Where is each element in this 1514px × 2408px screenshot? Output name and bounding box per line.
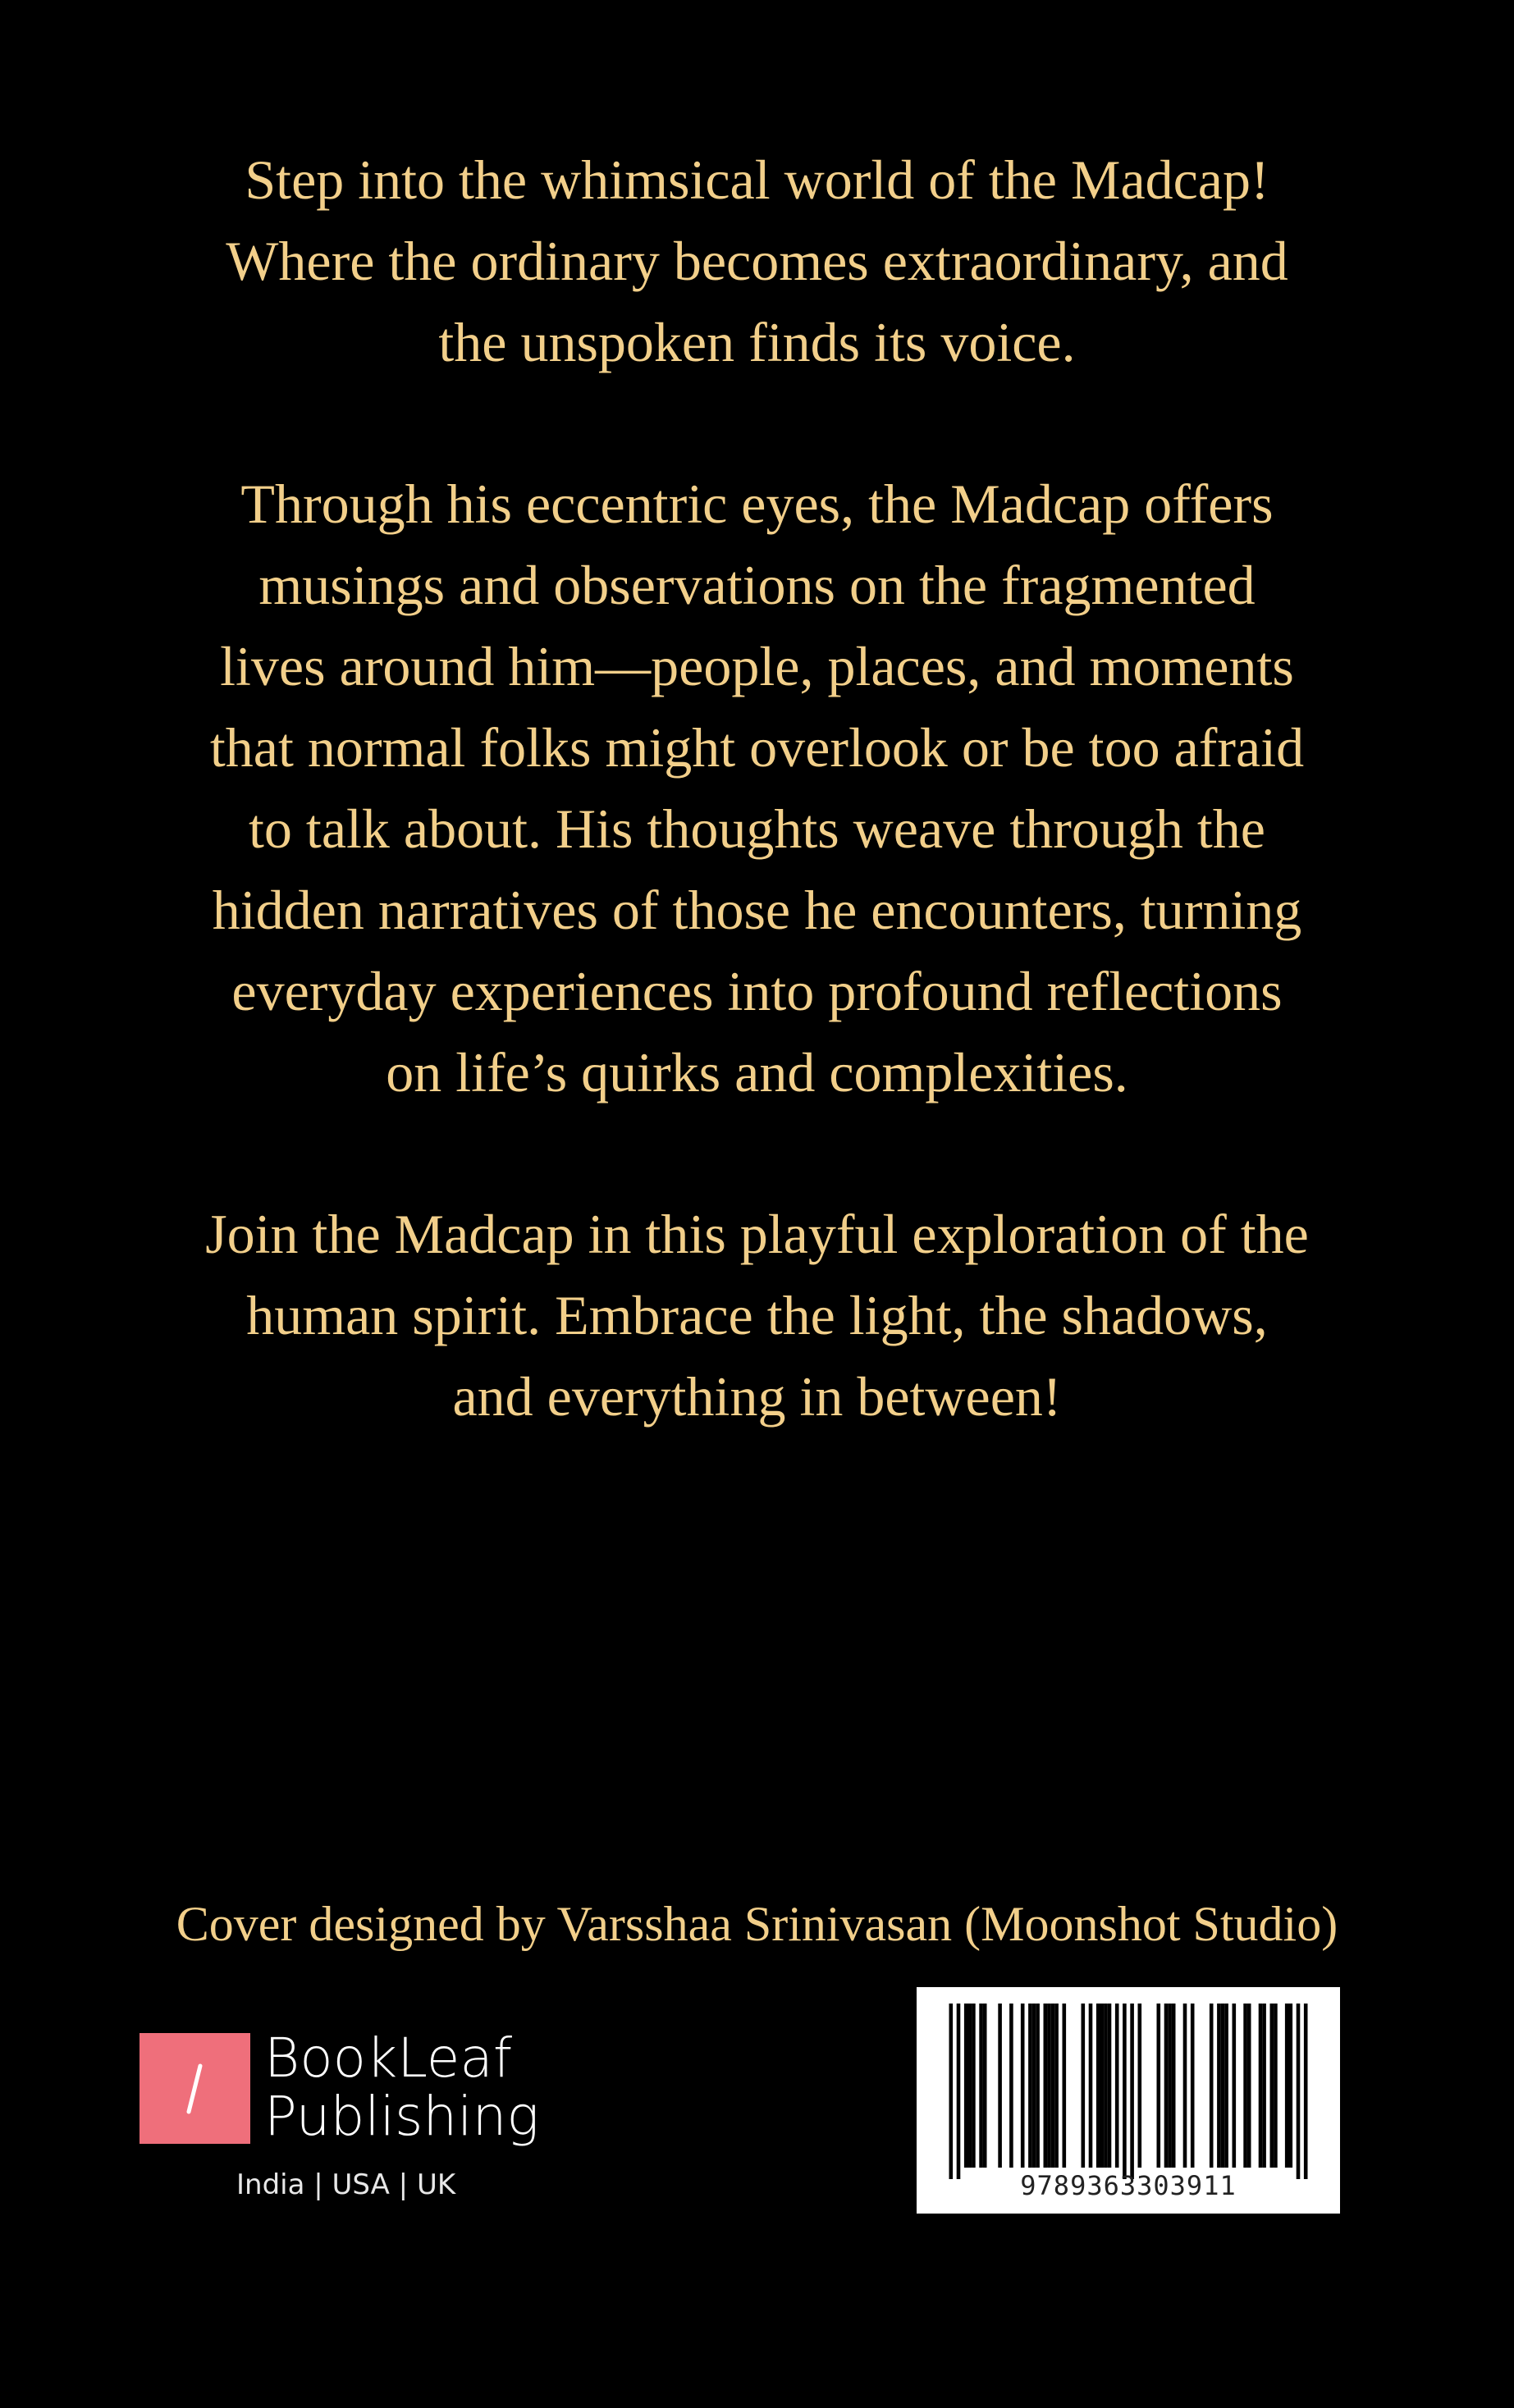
slash-icon (140, 2033, 250, 2144)
barcode-bar (1304, 2004, 1308, 2179)
publisher-regions: India | USA | UK (236, 2168, 456, 2201)
barcode-bar (964, 2004, 968, 2168)
blurb-paragraph-2 (0, 464, 1514, 1113)
blurb-line: to talk about. His thoughts weave through the (249, 797, 1265, 860)
barcode-bar (1009, 2004, 1013, 2168)
barcode-bar (1191, 2004, 1195, 2168)
barcode-bar (1115, 2004, 1119, 2168)
blurb-line: the unspoken finds its voice. (438, 311, 1076, 373)
barcode-bar (1221, 2004, 1225, 2168)
barcode-bar (1138, 2004, 1142, 2168)
barcode-bar (1063, 2004, 1067, 2168)
blurb-paragraph-1 (0, 139, 1514, 383)
barcode-bar (968, 2004, 972, 2168)
isbn-number: 9789363303911 (1020, 2170, 1237, 2201)
publisher-logo (140, 2026, 566, 2214)
isbn-barcode (917, 1987, 1340, 2214)
barcode-bar (1021, 2004, 1025, 2168)
blurb-paragraph-3 (0, 1194, 1514, 1437)
barcode-bar (1285, 2004, 1289, 2168)
barcode-bar (1104, 2004, 1108, 2168)
barcode-bar (1082, 2004, 1086, 2168)
barcode-bar (979, 2004, 983, 2168)
barcode-bar (1259, 2004, 1263, 2168)
barcode-bar (1096, 2004, 1100, 2168)
blurb-line: Through his eccentric eyes, the Madcap offers (240, 473, 1274, 535)
barcode-bar (1047, 2004, 1051, 2168)
barcode-bar (1233, 2004, 1237, 2168)
blurb-line: and everything in between! (452, 1365, 1062, 1428)
blurb-line: Join the Madcap in this playful exploration of the (205, 1203, 1309, 1265)
publisher-name-line2: Publishing (264, 2085, 540, 2148)
barcode-bar (1044, 2004, 1048, 2168)
blurb (0, 139, 1514, 1518)
barcode-bar (1032, 2004, 1036, 2168)
barcode-bar (1157, 2004, 1161, 2168)
barcode-bar (1172, 2004, 1176, 2168)
barcode-bar (1036, 2004, 1040, 2168)
barcode-bar (1247, 2004, 1251, 2168)
barcode-bar (1217, 2004, 1221, 2168)
barcode-bar (1270, 2004, 1274, 2168)
barcode-bar (1089, 2004, 1093, 2168)
barcode-bar (949, 2004, 954, 2179)
barcode-bar (1168, 2004, 1172, 2168)
cover-credit: Cover designed by Varsshaa Srinivasan (Moonshot Studio) (176, 1897, 1338, 1951)
barcode-bar (1224, 2004, 1228, 2168)
blurb-line: lives around him—people, places, and moments (220, 635, 1294, 697)
blurb-line: human spirit. Embrace the light, the shadows, (246, 1284, 1268, 1346)
barcode-bar (1108, 2004, 1112, 2168)
barcode-bar (1274, 2004, 1278, 2168)
barcode-bar (1100, 2004, 1105, 2168)
barcode-bar (1123, 2004, 1127, 2179)
blurb-line: musings and observations on the fragmented (258, 554, 1256, 616)
barcode-bar (1164, 2004, 1169, 2168)
barcode-bar (1262, 2004, 1266, 2168)
barcode-bar (1289, 2004, 1293, 2168)
barcode-bar (1051, 2004, 1055, 2168)
barcode-bar (957, 2004, 961, 2179)
barcode-bar (1054, 2004, 1059, 2168)
blurb-line: that normal folks might overlook or be too afraid (209, 716, 1305, 779)
barcode-bar (1297, 2004, 1301, 2179)
barcode-bar (1210, 2004, 1214, 2168)
blurb-line: Step into the whimsical world of the Madcap! (245, 149, 1269, 211)
blurb-line: hidden narratives of those he encounters, turning (212, 879, 1302, 941)
blurb-line: Where the ordinary becomes extraordinary, and (226, 230, 1288, 292)
barcode-bar (983, 2004, 987, 2168)
publisher-name-line1: BookLeaf (264, 2026, 513, 2090)
blurb-line: on life’s quirks and complexities. (386, 1041, 1128, 1103)
blurb-line: everyday experiences into profound reflections (231, 960, 1283, 1022)
barcode-bar (1183, 2004, 1187, 2168)
barcode-bar (1243, 2004, 1247, 2168)
barcode-bar (1028, 2004, 1032, 2168)
barcode-bar (998, 2004, 1002, 2168)
barcode-bar (972, 2004, 976, 2168)
barcode-bar (1130, 2004, 1134, 2179)
